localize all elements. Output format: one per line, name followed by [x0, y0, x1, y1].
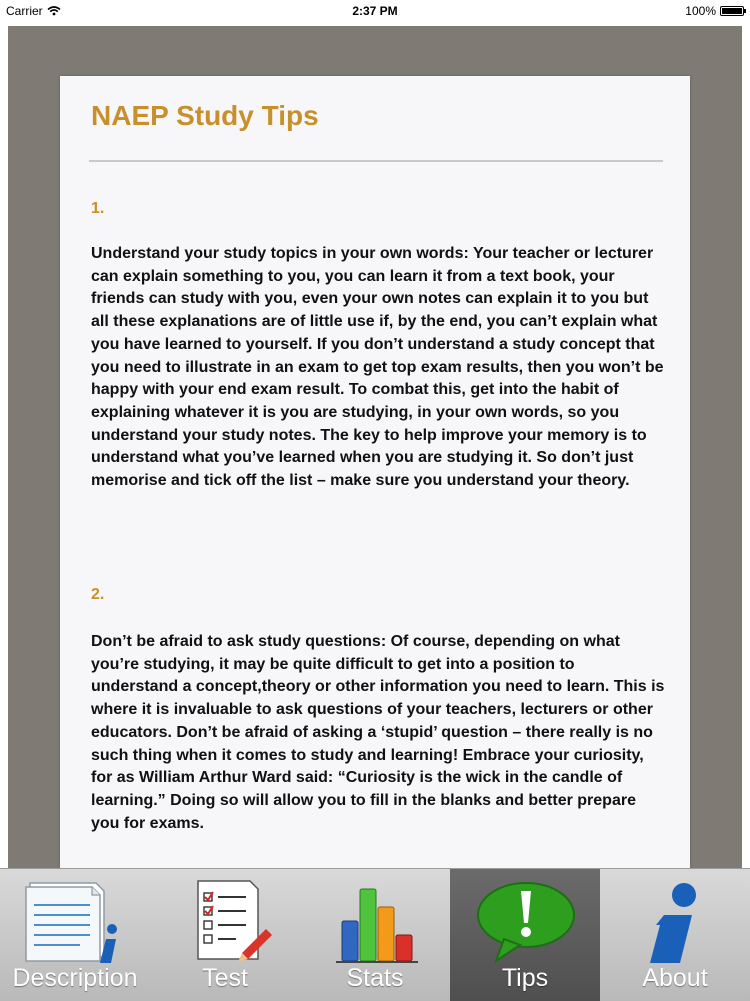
title-divider [89, 160, 663, 162]
tab-description[interactable] [0, 869, 150, 1001]
tab-label-about: About [642, 964, 708, 992]
content-frame[interactable] [8, 26, 742, 868]
about-info-icon [620, 877, 730, 963]
tab-about[interactable] [600, 869, 750, 1001]
status-right [685, 4, 744, 18]
tab-stats[interactable] [300, 869, 450, 1001]
description-icon [20, 877, 130, 963]
tips-document [60, 76, 690, 868]
page-title: NAEP Study Tips [91, 100, 319, 131]
tab-label-tips: Tips [501, 964, 549, 992]
carrier-label: Carrier [6, 4, 43, 18]
tab-label-test: Test [202, 964, 248, 992]
tab-tips[interactable] [450, 869, 600, 1001]
tab-test[interactable] [150, 869, 300, 1001]
tip-text-1: Understand your study topics in your own words: Your teacher or lecturer can explain something to you, you can learn it from a text book, your friends can study with you, even your own notes can explain it to you but all these explanations are of little use if, by the end, you can’t explain what you have learned to yourself. If you don’t understand a study concept that you need to illustrate in an exam to get top exam results, then you won’t be happy with your end exam result. To combat this, get into the habit of explaining whatever it is you are studying, in your own words, so you understand your study notes. The key to help improve your memory is to understand what you’ve learned when you are studying it. So don’t just memorise and tick off the list – make sure you understand your theory. [91, 245, 664, 490]
tab-label-stats: Stats [346, 964, 404, 992]
tip-number-1: 1. [91, 200, 105, 217]
battery-percent: 100% [685, 4, 716, 18]
battery-icon [720, 6, 744, 16]
tab-bar [0, 868, 750, 1001]
tip-number-2: 2. [91, 586, 105, 603]
status-bar [0, 0, 750, 22]
test-checklist-icon [170, 877, 280, 963]
tab-label-description: Description [12, 964, 138, 992]
tip-text-2: Don’t be afraid to ask study questions: Of course, depending on what you’re studying, it may be quite difficult to get into a position to understand a concept,theory or other information you need to learn. This is where it is invaluable to ask questions of your teachers, lecturers or other educators. Don’t be afraid of asking a ‘stupid’ question – there really is no such thing when it comes to study and learning! Embrace your curiosity, for as William Arthur Ward said: “Curiosity is the wick in the candle of learning.” Doing so will allow you to fill in the blanks and better prepare you for exams. [91, 633, 665, 832]
stats-bar-chart-icon [320, 877, 430, 963]
status-time: 2:37 PM [352, 4, 398, 18]
tips-speech-bubble-icon [470, 877, 580, 963]
